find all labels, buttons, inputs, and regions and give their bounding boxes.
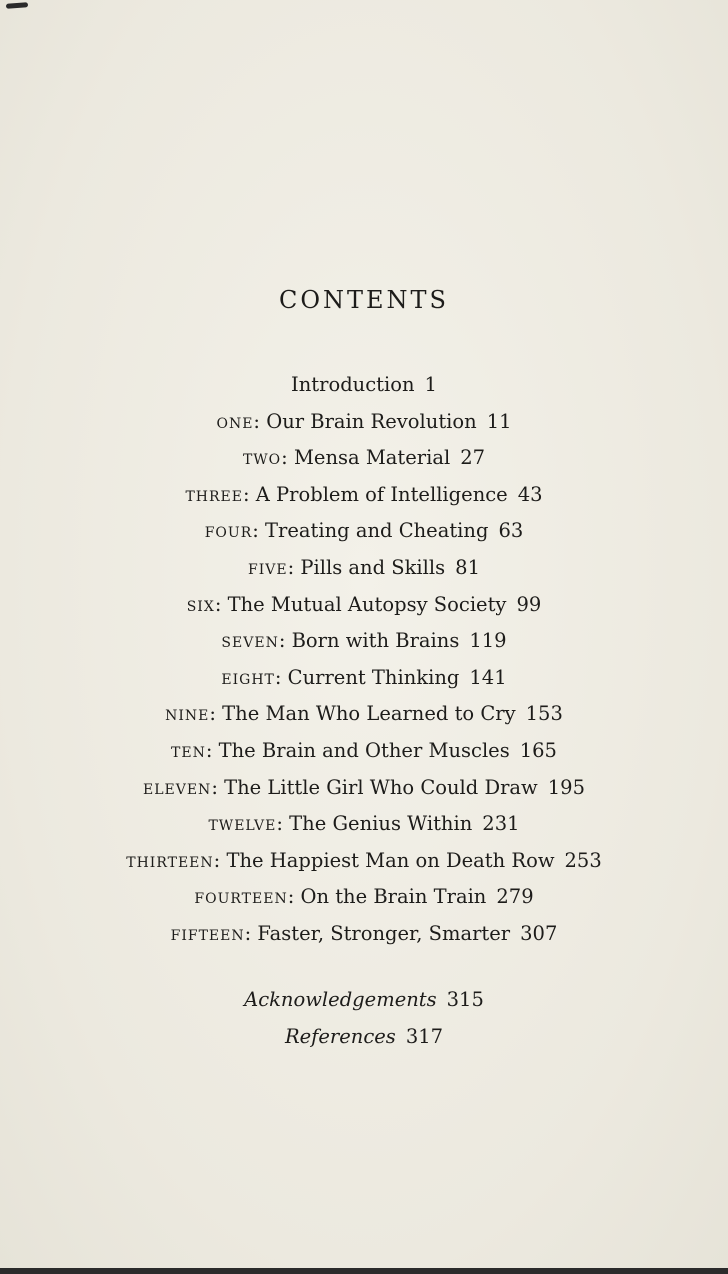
entry-page: 81 [455, 555, 480, 579]
entry-title: Pills and Skills [300, 555, 446, 579]
chapter-number: TEN [171, 744, 206, 761]
toc-entry-chapter: FIVE: Pills and Skills 81 [248, 555, 480, 579]
chapter-number: FOUR [204, 525, 253, 542]
chapter-number: NINE [165, 708, 210, 725]
chapter-number: ONE [216, 415, 254, 432]
entry-page: 141 [469, 665, 507, 689]
entry-page: 11 [486, 409, 512, 433]
chapter-number: TWO [242, 452, 282, 469]
toc-entry-chapter: EIGHT: Current Thinking 141 [221, 665, 507, 689]
entry-page: 315 [446, 988, 484, 1011]
entry-title: Mensa Material [293, 446, 451, 470]
toc-entry-chapter: SIX: The Mutual Autopsy Society 99 [186, 592, 542, 616]
entry-title: On the Brain Train [300, 885, 487, 909]
entry-page: 119 [469, 629, 507, 653]
entry-title: The Happiest Man on Death Row [226, 848, 555, 872]
entry-page: 43 [517, 482, 543, 506]
back-matter-list [0, 985, 728, 1058]
chapter-number: SEVEN [221, 635, 279, 652]
chapter-number: SIX [186, 598, 215, 615]
toc-entry-chapter: ONE: Our Brain Revolution 11 [216, 409, 512, 433]
entry-page: 279 [496, 885, 534, 909]
chapter-number: TWELVE [208, 818, 277, 835]
chapter-number: THIRTEEN [126, 854, 214, 871]
contents-list [0, 370, 728, 956]
entry-title: Acknowledgements [244, 988, 437, 1011]
entry-title: References [284, 1024, 396, 1048]
toc-entry-acknowledgements [0, 985, 728, 1022]
toc-entry-chapter: TWO: Mensa Material 27 [242, 446, 486, 470]
toc-entry-chapter: THIRTEEN: The Happiest Man on Death Row 253 [126, 848, 602, 872]
entry-title: Born with Brains [291, 629, 460, 653]
entry-page: 63 [498, 519, 524, 543]
chapter-number: FIVE [248, 561, 288, 578]
toc-entry-chapter: FOUR: Treating and Cheating 63 [204, 519, 524, 543]
chapter-number: EIGHT [221, 671, 275, 688]
chapter-number: ELEVEN [142, 781, 212, 798]
entry-page: 1 [424, 373, 437, 396]
entry-page: 307 [520, 921, 558, 945]
toc-entry-chapter: THREE: A Problem of Intelligence 43 [185, 482, 543, 506]
toc-entry-chapter: FIFTEEN: Faster, Stronger, Smarter 307 [170, 921, 558, 945]
entry-page: 165 [519, 738, 557, 762]
entry-page: 317 [405, 1024, 444, 1048]
ink-mark [6, 2, 28, 9]
toc-entry-chapter: TEN: The Brain and Other Muscles 165 [171, 738, 557, 762]
page-bottom-edge [0, 1268, 728, 1274]
entry-title: Faster, Stronger, Smarter [257, 921, 511, 945]
entry-title: The Brain and Other Muscles [218, 738, 510, 762]
entry-title: The Man Who Learned to Cry [222, 702, 516, 726]
entry-page: 99 [516, 592, 542, 616]
entry-title: The Genius Within [289, 812, 473, 836]
entry-title: Introduction [291, 373, 415, 396]
chapter-number: FIFTEEN [170, 927, 245, 944]
entry-title: Current Thinking [287, 665, 460, 689]
entry-title: The Little Girl Who Could Draw [224, 775, 538, 799]
chapter-number: THREE [185, 488, 243, 505]
toc-entry-chapter: SEVEN: Born with Brains 119 [221, 629, 507, 653]
entry-page: 195 [547, 775, 585, 799]
entry-page: 27 [460, 446, 486, 470]
entry-page: 153 [525, 702, 563, 726]
entry-title: The Mutual Autopsy Society [227, 592, 507, 616]
toc-entry-chapter: NINE: The Man Who Learned to Cry 153 [165, 702, 563, 726]
entry-page: 253 [564, 848, 602, 872]
entry-title: Our Brain Revolution [266, 409, 477, 433]
entry-title: A Problem of Intelligence [255, 482, 508, 506]
toc-entry-references [0, 1022, 728, 1059]
toc-entry-chapter: TWELVE: The Genius Within 231 [208, 812, 520, 836]
toc-entry-introduction [0, 370, 728, 407]
entry-page: 231 [482, 812, 520, 836]
entry-title: Treating and Cheating [265, 519, 489, 543]
toc-entry-chapter: FOURTEEN: On the Brain Train 279 [194, 885, 534, 909]
chapter-number: FOURTEEN [194, 891, 288, 908]
toc-entry-chapter: ELEVEN: The Little Girl Who Could Draw 195 [142, 775, 585, 799]
page-title: CONTENTS [278, 286, 449, 315]
